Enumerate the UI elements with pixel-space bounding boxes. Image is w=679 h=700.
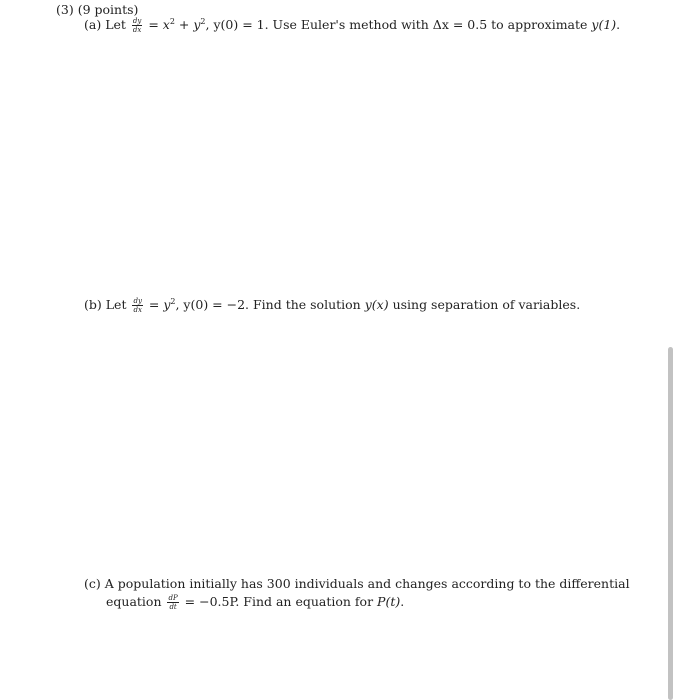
problem-number: (3) [56, 2, 74, 17]
part-a-label: (a) [84, 17, 102, 32]
exponent: 2 [200, 16, 206, 26]
function: y(x) [364, 297, 389, 312]
period: . [616, 17, 621, 32]
instruction-text: Find the solution [249, 297, 365, 312]
derivative-fraction [132, 17, 142, 34]
part-c-text: A population initially has 300 individuals and changes according to the differential [104, 576, 630, 591]
part-a-text [84, 17, 620, 34]
function: P(t) [377, 594, 401, 609]
equation-rhs: = −0.5P. [180, 594, 240, 609]
instruction-text: using separation of variables. [388, 297, 581, 312]
fraction-denominator: dx [133, 306, 142, 314]
part-b-let: Let [105, 297, 127, 312]
instruction-text: Use Euler's method with Δx = 0.5 to approximate [268, 17, 592, 32]
exponent: 2 [169, 16, 175, 26]
var-y: y [163, 297, 171, 312]
fraction-denominator: dt [169, 603, 177, 611]
instruction-text: Find an equation for [239, 594, 378, 609]
problem-header [56, 2, 138, 18]
vertical-scrollbar[interactable] [668, 347, 673, 700]
equals: = [144, 297, 164, 312]
initial-condition: , y(0) = 1. [205, 17, 269, 32]
part-c-text: equation [106, 594, 162, 609]
part-b-label: (b) [84, 297, 102, 312]
part-c-line1 [84, 576, 630, 592]
part-a-let: Let [105, 17, 126, 32]
part-c-label: (c) [84, 576, 101, 591]
derivative-fraction [132, 297, 142, 314]
fraction-denominator: dx [132, 26, 142, 34]
var-y: y [193, 17, 201, 32]
target-value: y(1) [591, 17, 617, 32]
var-x: x [162, 17, 170, 32]
fraction-numerator: dy [133, 297, 142, 305]
fraction-numerator: dP [168, 594, 178, 602]
equals: = [144, 17, 163, 32]
initial-condition: , y(0) = −2. [175, 297, 250, 312]
period: . [400, 594, 405, 609]
part-c-line2 [106, 594, 404, 611]
derivative-fraction [167, 594, 178, 611]
plus: + [174, 17, 194, 32]
fraction-numerator: dy [132, 17, 142, 25]
exponent: 2 [170, 296, 176, 306]
problem-points: (9 points) [77, 2, 139, 17]
part-b-text [84, 297, 580, 314]
